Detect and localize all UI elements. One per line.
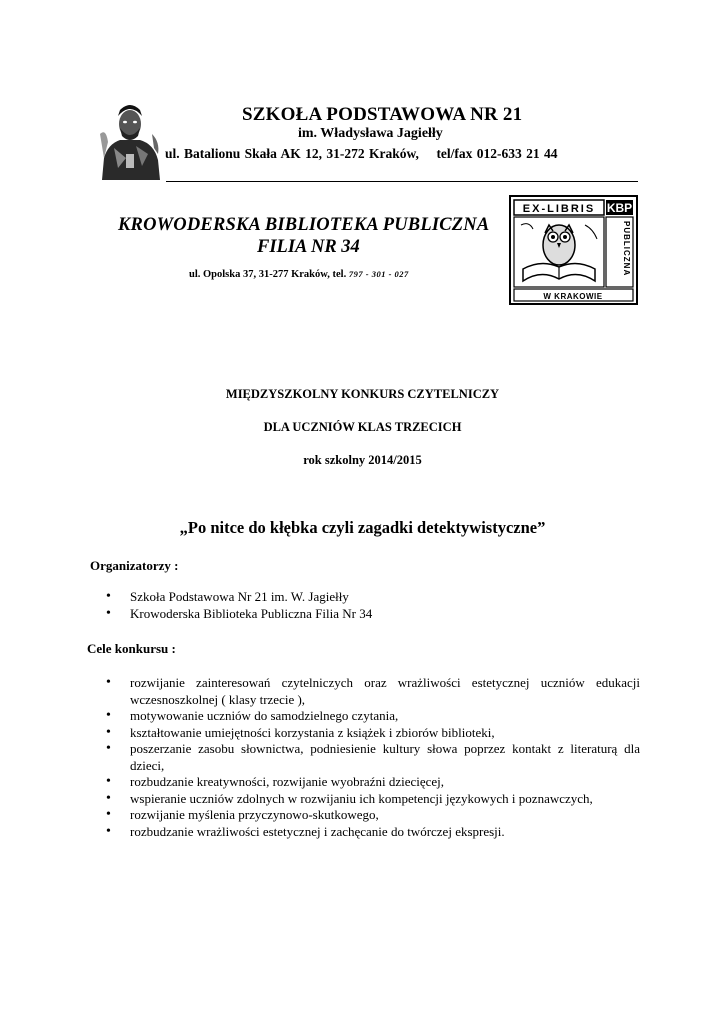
portrait-engraving-icon: [96, 98, 164, 180]
list-item: • rozwijanie myślenia przyczynowo-skutkowego,: [130, 807, 640, 824]
library-name: KROWODERSKA BIBLIOTEKA PUBLICZNA: [118, 215, 490, 235]
exlibris-badge: KBP: [606, 201, 633, 215]
exlibris-top-text: EX-LIBRIS: [522, 203, 596, 215]
list-item: • rozbudzanie wrażliwości estetycznej i zachęcanie do twórczej ekspresji.: [130, 824, 640, 841]
goals-heading: Cele konkursu :: [87, 641, 176, 656]
school-year: rok szkolny 2014/2015: [303, 453, 422, 467]
school-name: SZKOŁA PODSTAWOWA NR 21: [242, 104, 523, 125]
school-address: ul. Batalionu Skała AK 12, 31-272 Kraków,: [165, 146, 419, 161]
school-phone: tel/fax 012-633 21 44: [436, 146, 558, 161]
school-address-line: [165, 146, 558, 162]
contest-subtitle: DLA UCZNIÓW KLAS TRZECICH: [263, 420, 462, 434]
library-branch: FILIA NR 34: [257, 237, 360, 257]
library-phone: 797 - 301 - 027: [348, 269, 409, 279]
list-item: • Szkoła Podstawowa Nr 21 im. W. Jagiełły: [130, 589, 630, 606]
exlibris-side-text: PUBLICZNA: [622, 221, 631, 277]
goals-list: [130, 675, 640, 840]
header-divider: [166, 181, 638, 182]
list-item: • rozwijanie zainteresowań czytelniczych oraz wrażliwości estetycznej uczniów edukacji wczesnoszkolnej ( klasy trzecie ),: [130, 675, 640, 708]
list-item: • rozbudzanie kreatywności, rozwijanie wyobraźni dziecięcej,: [130, 774, 640, 791]
list-item: • Krowoderska Biblioteka Publiczna Filia Nr 34: [130, 606, 630, 623]
school-patron: im. Władysława Jagiełły: [298, 126, 443, 141]
list-item: • poszerzanie zasobu słownictwa, podniesienie kultury słowa poprzez kontakt z literaturą dla dzieci,: [130, 741, 640, 774]
contest-title: MIĘDZYSZKOLNY KONKURS CZYTELNICZY: [225, 387, 500, 401]
contest-motto: „Po nitce do kłębka czyli zagadki detektywistyczne”: [179, 518, 546, 537]
exlibris-bottom-text: W KRAKOWIE: [543, 292, 603, 301]
list-item: • kształtowanie umiejętności korzystania z książek i zbiorów biblioteki,: [130, 725, 640, 742]
organizers-heading: Organizatorzy :: [90, 558, 179, 573]
list-item: • wspieranie uczniów zdolnych w rozwijaniu ich kompetencji językowych i poznawczych,: [130, 791, 640, 808]
library-address-line: [189, 269, 409, 280]
library-address: ul. Opolska 37, 31-277 Kraków, tel.: [189, 269, 347, 280]
list-item: • motywowanie uczniów do samodzielnego czytania,: [130, 708, 640, 725]
organizers-list: [130, 589, 630, 622]
exlibris-stamp-icon: [509, 195, 638, 305]
